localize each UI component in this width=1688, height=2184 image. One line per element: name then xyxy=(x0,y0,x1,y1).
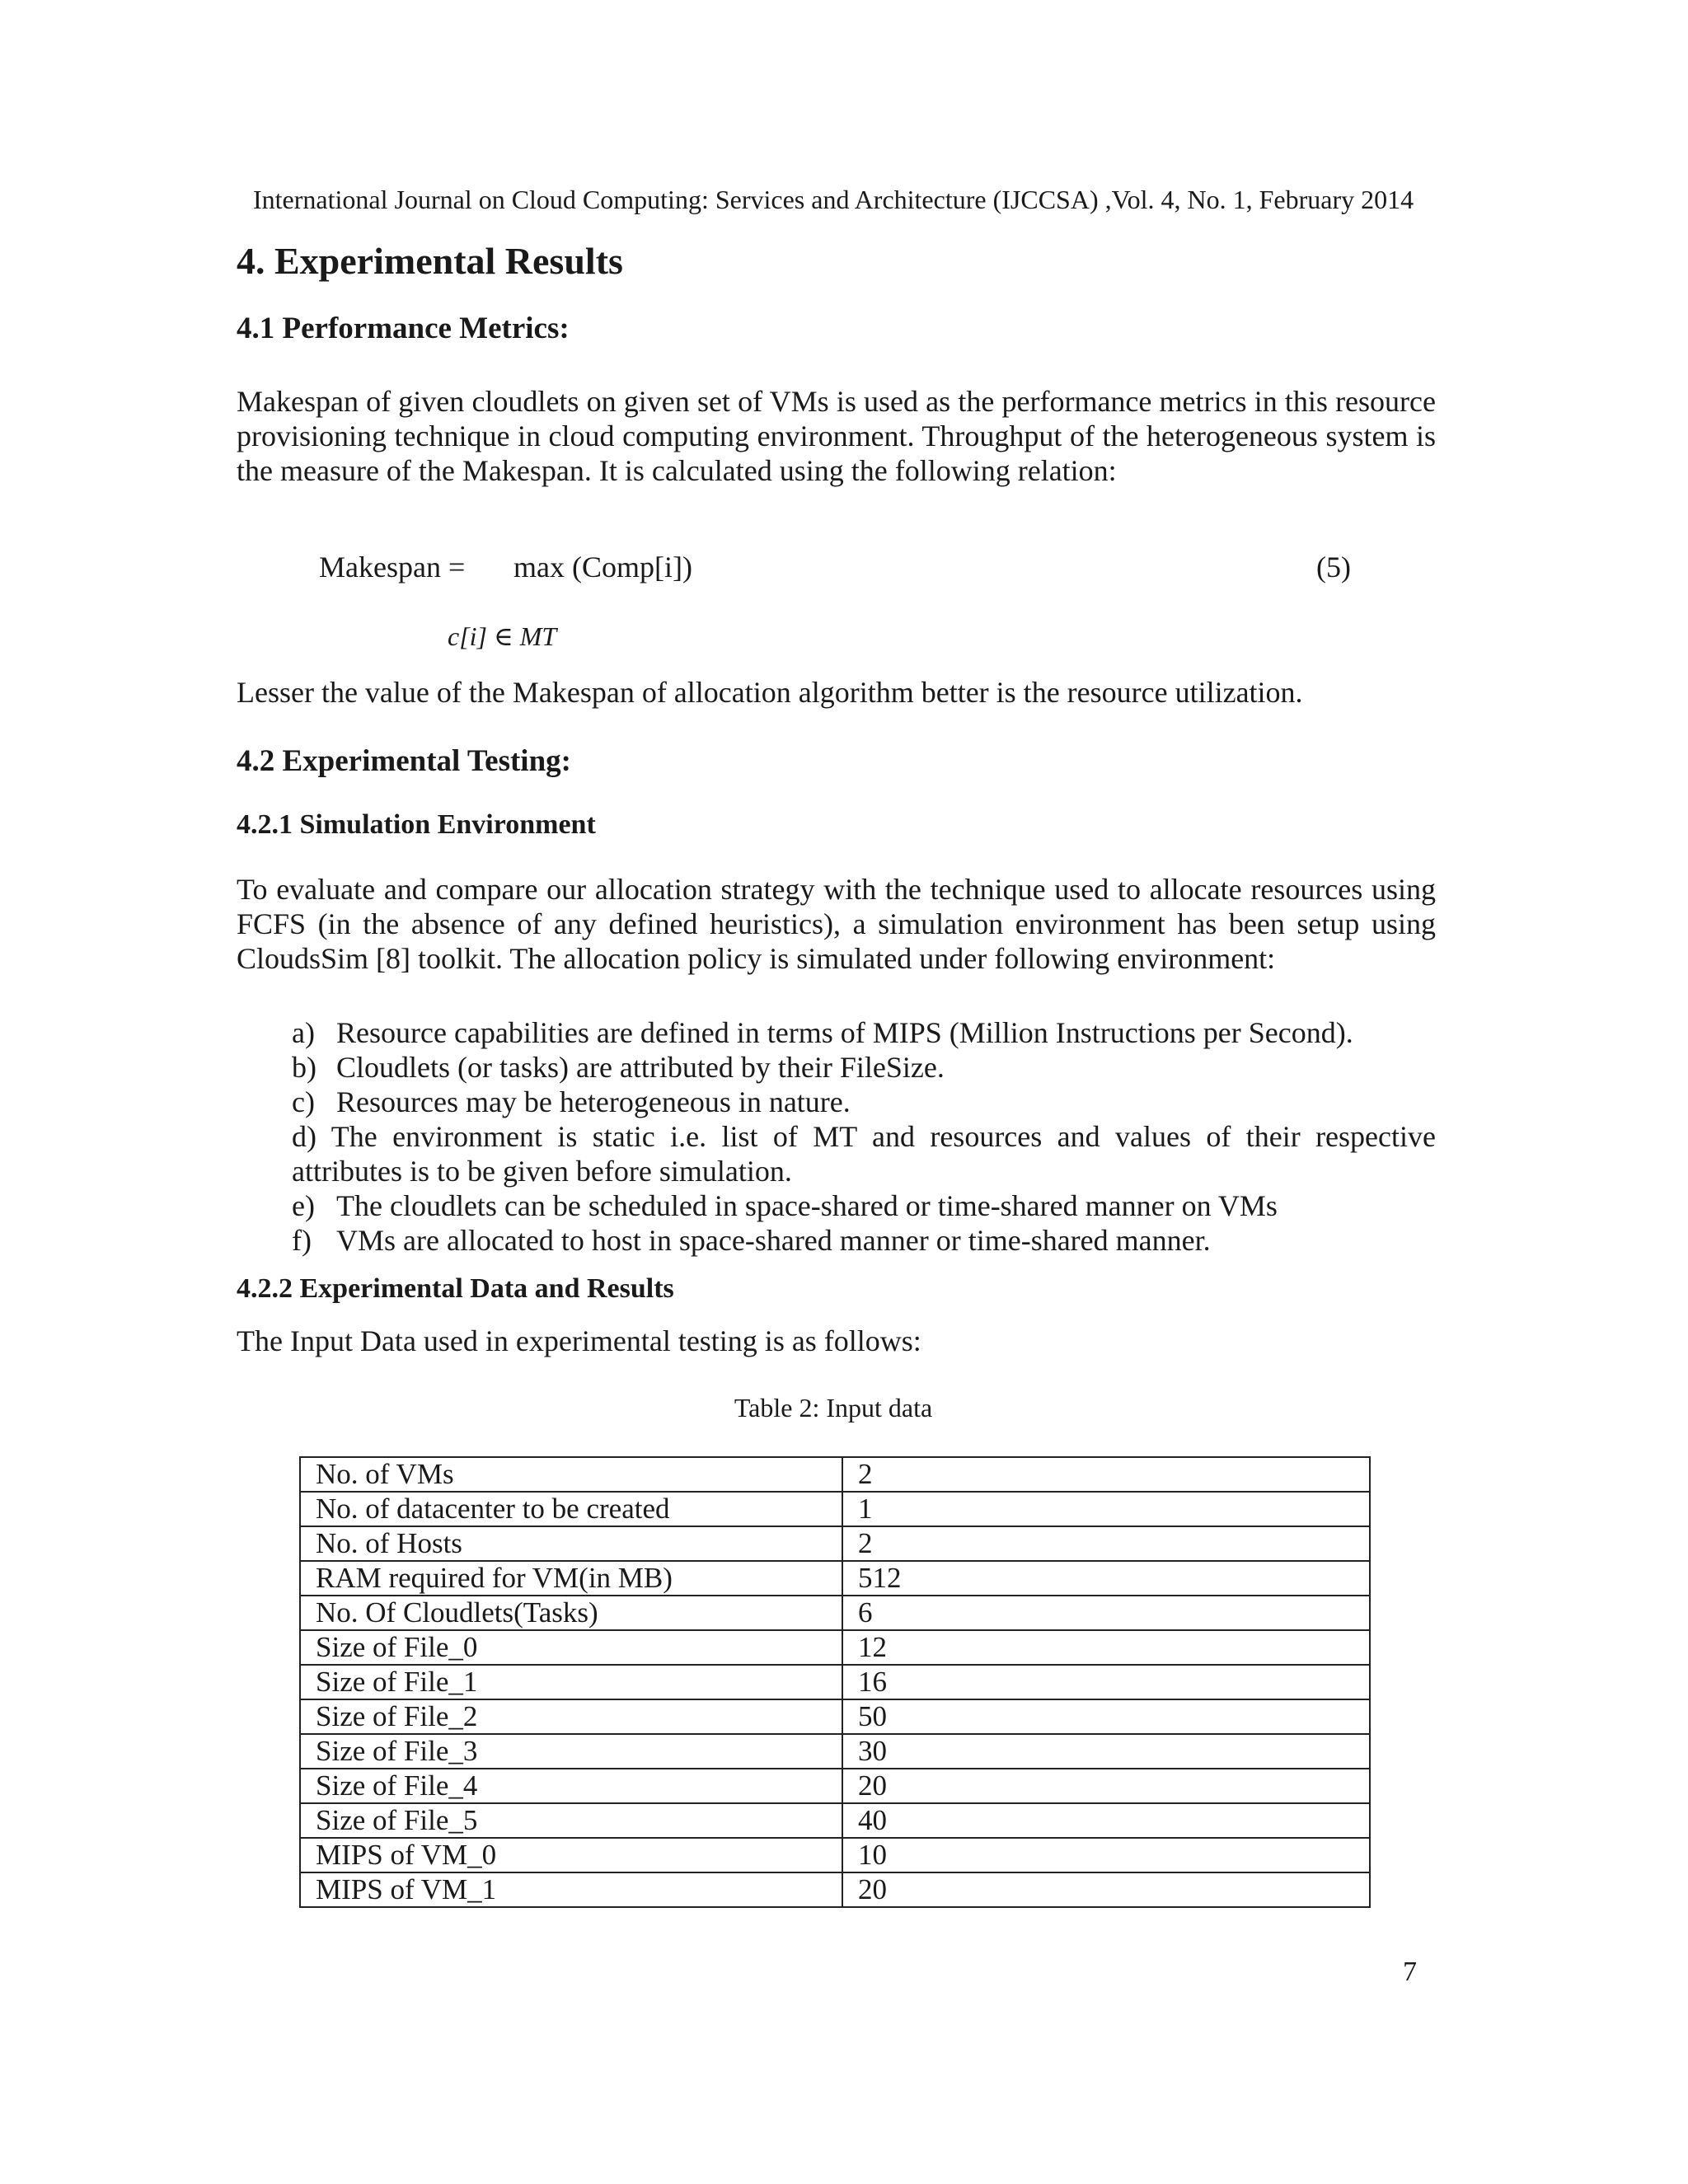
table-row xyxy=(300,1699,1370,1734)
list-item-text: Resource capabilities are defined in terms of MIPS (Million Instructions per Second). xyxy=(336,1016,1353,1049)
table-cell-value: 12 xyxy=(842,1630,1370,1665)
running-header: International Journal on Cloud Computing: Services and Architecture (IJCCSA) ,Vol. 4, No. 1, February 2014 xyxy=(253,185,1414,214)
table-cell-parameter: Size of File_1 xyxy=(300,1665,842,1699)
table-cell-value: 2 xyxy=(842,1526,1370,1561)
table-cell-parameter: Size of File_5 xyxy=(300,1803,842,1838)
list-marker: f) xyxy=(292,1224,312,1257)
table-cell-value: 20 xyxy=(842,1872,1370,1907)
list-marker: b) xyxy=(292,1051,316,1084)
table-cell-value: 1 xyxy=(842,1492,1370,1526)
equation-lhs: Makespan = xyxy=(319,551,466,583)
table-row xyxy=(300,1769,1370,1803)
table-cell-parameter: No. of Hosts xyxy=(300,1526,842,1561)
section-title: 4. Experimental Results xyxy=(237,240,623,282)
input-data-intro: The Input Data used in experimental testing is as follows: xyxy=(237,1324,921,1357)
table-cell-value: 512 xyxy=(842,1561,1370,1596)
table-cell-parameter: No. of VMs xyxy=(300,1457,842,1492)
table-row xyxy=(300,1492,1370,1526)
table-cell-parameter: Size of File_3 xyxy=(300,1734,842,1769)
table-cell-parameter: RAM required for VM(in MB) xyxy=(300,1561,842,1596)
list-item-text: Resources may be heterogeneous in nature. xyxy=(336,1085,851,1118)
table-cell-value: 6 xyxy=(842,1596,1370,1630)
table-row xyxy=(300,1872,1370,1907)
list-marker: c) xyxy=(292,1085,315,1118)
subsection-title-experimental-testing: 4.2 Experimental Testing: xyxy=(237,744,571,778)
equation-subscript: c[i] ∈ MT xyxy=(448,621,557,651)
list-item xyxy=(292,1223,1436,1258)
table-cell-parameter: Size of File_0 xyxy=(300,1630,842,1665)
list-item xyxy=(292,1050,1436,1085)
table-cell-value: 30 xyxy=(842,1734,1370,1769)
list-item xyxy=(292,1188,1436,1223)
list-item-text: The environment is static i.e. list of MT and resources and values of their respective attributes is to be given before simulation. xyxy=(292,1120,1436,1188)
table-row xyxy=(300,1665,1370,1699)
table-cell-parameter: Size of File_4 xyxy=(300,1769,842,1803)
list-item xyxy=(292,1085,1436,1119)
table-cell-value: 50 xyxy=(842,1699,1370,1734)
table-cell-value: 40 xyxy=(842,1803,1370,1838)
page-number: 7 xyxy=(1403,1957,1417,1987)
list-marker: d) xyxy=(292,1120,316,1153)
list-item-text: The cloudlets can be scheduled in space-shared or time-shared manner on VMs xyxy=(336,1189,1278,1222)
list-item xyxy=(292,1015,1436,1050)
table-cell-parameter: Size of File_2 xyxy=(300,1699,842,1734)
table-row xyxy=(300,1838,1370,1872)
table-cell-value: 16 xyxy=(842,1665,1370,1699)
table-cell-parameter: No. of datacenter to be created xyxy=(300,1492,842,1526)
table-cell-parameter: MIPS of VM_1 xyxy=(300,1872,842,1907)
equation-operator: max (Comp[i]) xyxy=(513,551,692,583)
subsection-title-performance-metrics: 4.1 Performance Metrics: xyxy=(237,312,570,345)
subsubsection-title-experimental-data: 4.2.2 Experimental Data and Results xyxy=(237,1273,674,1304)
environment-list xyxy=(292,1015,1436,1258)
list-item-text: VMs are allocated to host in space-shared manner or time-shared manner. xyxy=(336,1224,1211,1257)
table-row xyxy=(300,1596,1370,1630)
table-cell-value: 20 xyxy=(842,1769,1370,1803)
table-row xyxy=(300,1734,1370,1769)
input-data-table xyxy=(299,1456,1371,1908)
subsubsection-title-simulation-environment: 4.2.1 Simulation Environment xyxy=(237,809,596,840)
equation-number: (5) xyxy=(1316,551,1351,583)
table-row xyxy=(300,1630,1370,1665)
list-marker: a) xyxy=(292,1016,315,1049)
list-item-text: Cloudlets (or tasks) are attributed by their FileSize. xyxy=(336,1051,945,1084)
table-caption: Table 2: Input data xyxy=(734,1393,933,1422)
performance-metrics-paragraph: Makespan of given cloudlets on given set of VMs is used as the performance metrics in this resource provisioning technique in cloud computing environment. Throughput of the heterogeneous system is the measure of the Makespan. It is calculated using the following relation: xyxy=(237,385,1436,487)
table-cell-parameter: MIPS of VM_0 xyxy=(300,1838,842,1872)
table-cell-parameter: No. Of Cloudlets(Tasks) xyxy=(300,1596,842,1630)
table-cell-value: 2 xyxy=(842,1457,1370,1492)
table-row xyxy=(300,1561,1370,1596)
table-row xyxy=(300,1457,1370,1492)
table-cell-value: 10 xyxy=(842,1838,1370,1872)
simulation-paragraph: To evaluate and compare our allocation strategy with the technique used to allocate resources using FCFS (in the absence of any defined heuristics), a simulation environment has been setup using CloudsSim [8] toolkit. The allocation policy is simulated under following environment: xyxy=(237,873,1436,975)
makespan-conclusion: Lesser the value of the Makespan of allocation algorithm better is the resource utilization. xyxy=(237,676,1303,709)
list-marker: e) xyxy=(292,1189,315,1222)
list-item xyxy=(292,1119,1436,1188)
table-row xyxy=(300,1803,1370,1838)
table-row xyxy=(300,1526,1370,1561)
